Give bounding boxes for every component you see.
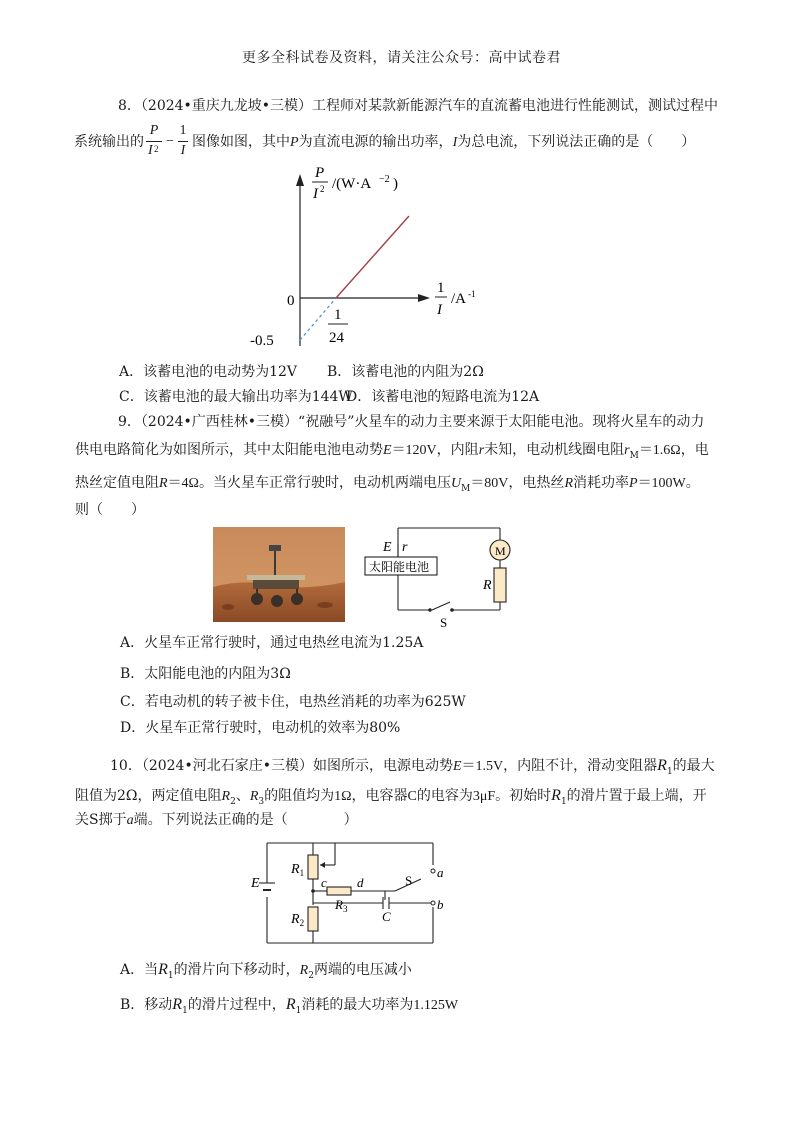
- q8-text: 系统输出的: [74, 134, 144, 150]
- r3-label: $R_3$: [335, 897, 348, 914]
- q8-text: 图像如图，其中P为直流电源的输出功率，I为总电流，下列说法正确的是（ ）: [192, 134, 696, 150]
- switch-label: S: [405, 873, 413, 888]
- node-c-label: c: [321, 875, 327, 890]
- q9-option-b: B．太阳能电池的内阻为3Ω: [120, 666, 291, 682]
- q8-option-b: B．该蓄电池的内阻为2Ω: [327, 364, 484, 380]
- y-label-denominator: I: [313, 186, 318, 202]
- fraction-denominator: I: [180, 143, 186, 158]
- r2-label: $R_2$: [291, 912, 305, 928]
- solar-battery-label: 太阳能电池: [369, 560, 430, 574]
- q9-line-1: 9．（2024•广西桂林•三模）“祝融号”火星车的动力主要来源于太阳能电池。现将火星车的动力: [118, 414, 705, 430]
- x-label-exponent: -1: [468, 289, 476, 299]
- x-label-numerator: 1: [437, 280, 445, 296]
- y-label-close: ): [393, 176, 398, 192]
- y-label-numerator: P: [315, 165, 325, 181]
- q9-option-d: D．火星车正常行驶时，电动机的效率为80%: [120, 720, 401, 736]
- switch-label: S: [440, 615, 448, 630]
- q9-line-4: 则（ ）: [75, 502, 145, 518]
- mars-rover-photo: [213, 527, 345, 622]
- q9-option-c: C．若电动机的转子被卡住，电热丝消耗的功率为625W: [120, 694, 466, 710]
- y-label-unit: /(W·A: [332, 176, 372, 192]
- resistor-label: R: [483, 578, 492, 593]
- q9-circuit: [360, 520, 530, 630]
- q9-line-2: 供电电路简化为如图所示，其中太阳能电池电动势E＝120V，内阻r未知，电动机线圈电阻$r_M=1.6\Omega$，电: [75, 442, 709, 461]
- graph-line: [336, 216, 409, 298]
- q9-line-3: 热丝定值电阻R＝4Ω。当火星车正常行驶时，电动机两端电压$U_M=80V$，电热丝R消耗功率P＝100W。: [75, 475, 700, 494]
- fraction-numerator: P: [149, 123, 159, 138]
- q8-option-d: D．该蓄电池的短路电流为12A: [346, 389, 540, 405]
- svg-text:2: 2: [320, 184, 325, 194]
- q10-line-1: 10．（2024•河北石家庄•三模）如图所示，电源电动势E＝1.5V，内阻不计，滑动变阻器$R_1$的最大: [110, 757, 715, 777]
- motor-label: M: [495, 544, 506, 558]
- emf-label: E: [251, 876, 260, 891]
- q8-graph: [240, 160, 520, 350]
- terminal-b-label: b: [437, 897, 444, 912]
- q10-circuit: [245, 835, 455, 950]
- x-tick-numerator: 1: [334, 307, 342, 323]
- minus-sign: −: [166, 134, 174, 149]
- x-tick-denominator: 24: [329, 330, 344, 346]
- node-d-label: d: [357, 875, 364, 890]
- fraction-denominator: I: [148, 143, 153, 158]
- q8-option-c: C．该蓄电池的最大输出功率为144W: [119, 389, 353, 405]
- internal-resistance-label: r: [402, 540, 408, 555]
- q8-line-2: 系统输出的 P I 2 − 1 I 图像如图，其中P为直流电源的输出功率，I为总电流，下列说法正确的是（ ）: [74, 121, 714, 161]
- terminal-a-label: a: [437, 865, 444, 880]
- x-label-unit: /A: [451, 291, 466, 307]
- x-axis-arrow: [418, 294, 430, 302]
- q8-line-1: 8．（2024•重庆九龙坡•三模）工程师对某款新能源汽车的直流蓄电池进行性能测试，测试过程中: [118, 98, 719, 114]
- q10-option-b: B．移动$R_1$的滑片过程中，$R_1$消耗的最大功率为1.125W: [120, 996, 459, 1016]
- x-label-denominator: I: [437, 302, 442, 318]
- q9-option-a: A．火星车正常行驶时，通过电热丝电流为1.25A: [120, 635, 424, 651]
- q10-line-3: 关S掷于a端。下列说法正确的是（ ）: [75, 812, 358, 828]
- origin-label: 0: [287, 293, 295, 309]
- q8-option-a: A．该蓄电池的电动势为12V: [119, 364, 298, 380]
- q10-option-a: A．当$R_1$的滑片向下移动时，$R_2$两端的电压减小: [120, 961, 412, 981]
- q10-line-2: 阻值为2Ω，两定值电阻$R_2$、$R_3$的阻值均为1Ω，电容器C的电容为3μF。初始时$R_1$的滑片置于最上端，开: [75, 787, 707, 807]
- y-axis-arrow: [296, 174, 304, 186]
- y-intercept-label: -0.5: [250, 333, 274, 349]
- capacitor-label: C: [382, 909, 391, 924]
- r1-label: $R_1$: [291, 862, 305, 878]
- page-header: 更多全科试卷及资料，请关注公众号：高中试卷君: [242, 50, 561, 66]
- emf-label: E: [383, 540, 392, 555]
- fraction-numerator: 1: [179, 123, 187, 138]
- y-label-exponent: −2: [379, 174, 390, 185]
